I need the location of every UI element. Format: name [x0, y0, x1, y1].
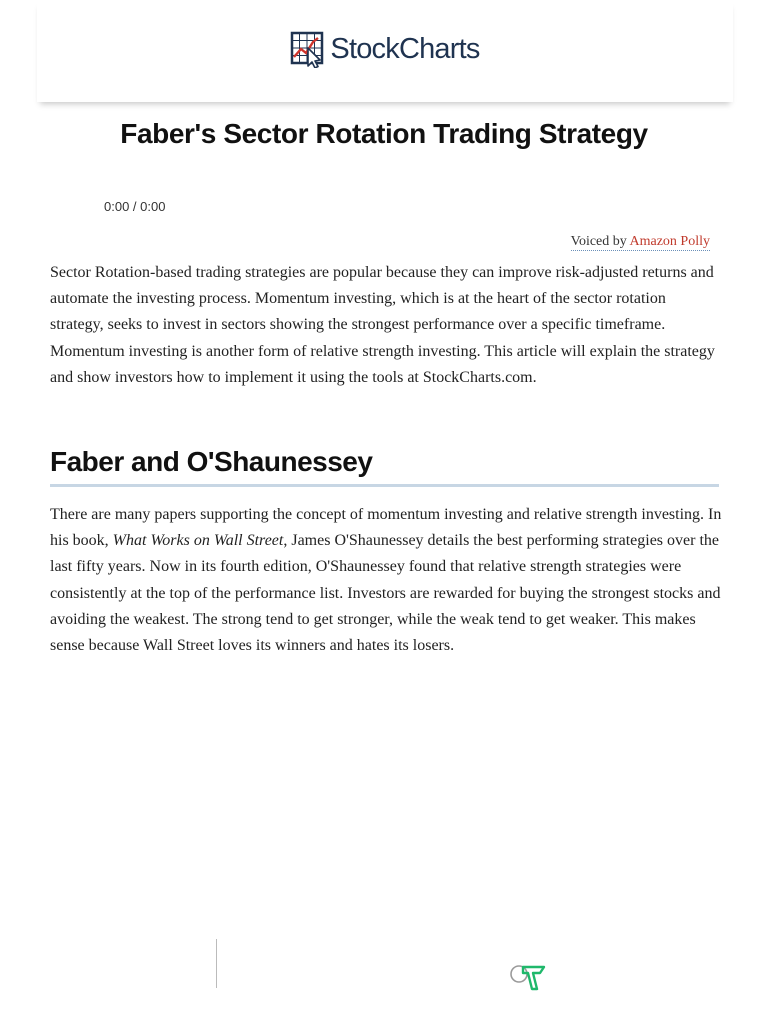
book-title: What Works on Wall Street — [112, 532, 284, 550]
amazon-polly-link[interactable]: Amazon Polly — [629, 234, 710, 249]
section-paragraph-before: There are many papers supporting the concept of momentum investing and relative strength investing. In his book, — [50, 506, 722, 550]
voiced-by-prefix: Voiced by — [570, 234, 627, 249]
voiced-by — [571, 234, 710, 251]
audio-time: 0:00 / 0:00 — [104, 199, 166, 214]
logo-wordmark: StockCharts — [330, 32, 480, 65]
floating-widget[interactable] — [509, 962, 549, 992]
footer-divider — [216, 939, 217, 988]
site-header — [37, 0, 733, 102]
article-title: Faber's Sector Rotation Trading Strategy — [120, 118, 648, 149]
intro-paragraph: Sector Rotation-based trading strategies are popular because they can improve risk-adjusted returns and automate the investing process. Momentum investing, which is at the heart of the sector rotation strategy, seeks to invest in sectors showing the strongest performance over a specific timeframe. Momentum investing is another form of relative strength investing. This article will explain the strategy and show investors how to implement it using the tools at StockCharts.com. — [50, 264, 715, 386]
stockcharts-logo[interactable] — [290, 30, 479, 68]
widget-logo-icon — [509, 962, 549, 992]
section-heading: Faber and O'Shaunessey — [50, 444, 719, 487]
section-paragraph-after: , James O'Shaunessey details the best performing strategies over the last fifty years. Now in its fourth edition, O'Shaunessey found that relative strength strategies were consistently at the top of the performance list. Investors are rewarded for buying the strongest stocks and avoiding the weakest. The strong tend to get stronger, while the weak tend to get weaker. This makes sense because Wall Street loves its winners and hates its losers. — [50, 532, 721, 655]
section-paragraph — [50, 502, 722, 659]
chart-grid-logo-icon — [290, 30, 326, 68]
audio-player[interactable] — [104, 199, 165, 214]
